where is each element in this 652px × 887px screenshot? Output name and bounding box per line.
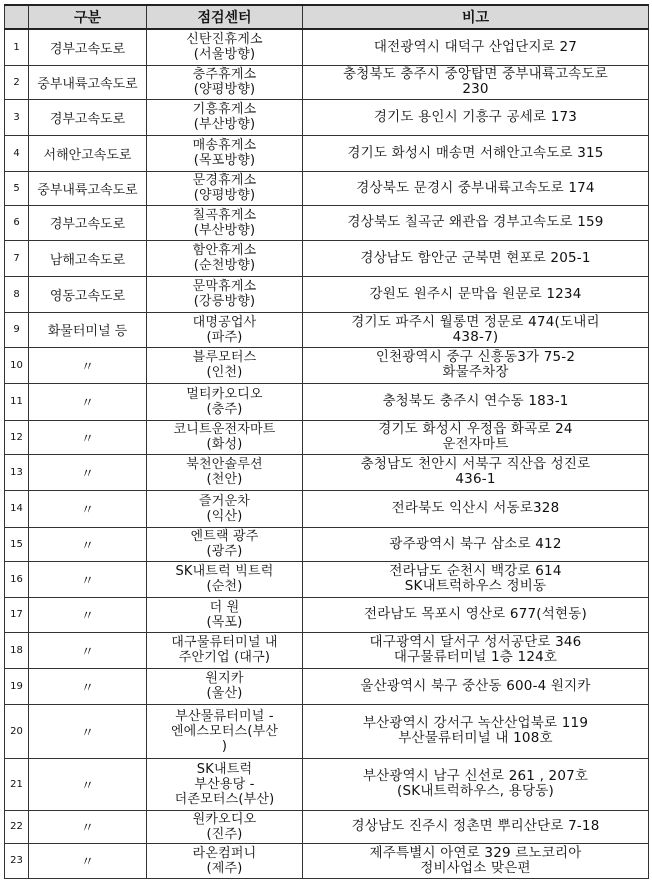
center-line: 함안휴게소 — [192, 243, 257, 258]
row-center — [147, 420, 303, 454]
row-note — [303, 29, 649, 65]
row-number: 17 — [5, 597, 29, 632]
center-line: (강릉방향) — [193, 294, 256, 309]
note-line: 경기도 화성시 우정읍 화곡로 24 — [378, 421, 573, 437]
table-row — [5, 490, 649, 527]
header-row — [5, 5, 649, 29]
note-line: 경기도 파주시 월롱면 정문로 474(도내리 — [351, 313, 600, 330]
row-center — [147, 240, 303, 276]
center-line: ) — [221, 738, 228, 754]
table-row — [5, 65, 649, 99]
center-line: 원카오디오 — [192, 811, 257, 827]
row-center — [147, 454, 303, 490]
center-line: (제주) — [206, 860, 243, 876]
note-line: 438-7) — [452, 328, 499, 345]
center-line: 문경휴게소 — [192, 173, 257, 188]
note-line: 강원도 원주시 문막읍 원문로 1234 — [369, 285, 582, 302]
table-row — [5, 240, 649, 276]
center-line: (목포) — [206, 614, 243, 630]
row-number: 16 — [5, 561, 29, 597]
header-type: 구분 — [29, 5, 147, 29]
note-line: 부산물류터미널 내 108호 — [398, 730, 553, 746]
row-note — [303, 454, 649, 490]
row-type: 〃 — [29, 347, 147, 383]
row-note — [303, 668, 649, 704]
note-line: 대구물류터미널 1층 124호 — [393, 649, 558, 665]
note-line: 230 — [462, 81, 489, 97]
row-center — [147, 383, 303, 420]
row-center — [147, 704, 303, 758]
row-number: 1 — [5, 29, 29, 65]
center-line: (익산) — [206, 508, 243, 524]
header-center: 점검센터 — [147, 5, 303, 29]
row-note — [303, 383, 649, 420]
table-row — [5, 205, 649, 240]
center-line: (인천) — [206, 365, 243, 380]
row-center — [147, 843, 303, 878]
center-line: 즐거운차 — [198, 493, 251, 509]
row-number: 7 — [5, 240, 29, 276]
center-line: (부산방향) — [193, 117, 256, 132]
row-type: 〃 — [29, 597, 147, 632]
table-row — [5, 29, 649, 65]
center-line: (서울방향) — [193, 47, 256, 63]
row-type: 경부고속도로 — [29, 99, 147, 135]
note-line: 경상북도 칠곡군 왜관읍 경부고속도로 159 — [347, 214, 604, 230]
note-line: 충청남도 천안시 서북구 직산읍 성진로 — [360, 456, 591, 472]
row-center — [147, 561, 303, 597]
row-number: 11 — [5, 383, 29, 420]
row-center — [147, 312, 303, 347]
center-line: (진주) — [206, 826, 243, 842]
row-note — [303, 597, 649, 632]
row-note — [303, 276, 649, 312]
center-line: 대구물류터미널 내 — [171, 635, 278, 650]
row-number: 22 — [5, 810, 29, 843]
table-row — [5, 758, 649, 810]
row-type: 화물터미널 등 — [29, 312, 147, 347]
row-type: 〃 — [29, 420, 147, 454]
center-line: 엔트랙 광주 — [190, 529, 259, 544]
note-line: 경기도 용인시 기흥구 공세로 173 — [373, 108, 578, 125]
row-center — [147, 597, 303, 632]
row-type: 영동고속도로 — [29, 276, 147, 312]
row-number: 13 — [5, 454, 29, 490]
row-number: 12 — [5, 420, 29, 454]
row-note — [303, 171, 649, 205]
row-number: 5 — [5, 171, 29, 205]
row-type: 〃 — [29, 843, 147, 878]
center-line: 대명공업사 — [192, 314, 257, 330]
row-type: 경부고속도로 — [29, 29, 147, 65]
row-type: 경부고속도로 — [29, 205, 147, 240]
row-center — [147, 135, 303, 171]
row-center — [147, 65, 303, 99]
row-type: 남해고속도로 — [29, 240, 147, 276]
note-line: 부산광역시 남구 신선로 261 , 207호 — [362, 768, 589, 784]
center-line: (순천방향) — [193, 258, 256, 273]
row-center — [147, 99, 303, 135]
row-note — [303, 758, 649, 810]
row-type: 중부내륙고속도로 — [29, 65, 147, 99]
center-line: 매송휴게소 — [192, 138, 257, 153]
table-row — [5, 810, 649, 843]
row-number: 19 — [5, 668, 29, 704]
row-number: 4 — [5, 135, 29, 171]
center-line: 더 원 — [209, 599, 240, 615]
note-line: 경상북도 문경시 중부내륙고속도로 174 — [356, 179, 595, 196]
table-row — [5, 561, 649, 597]
row-type: 〃 — [29, 561, 147, 597]
header-no — [5, 5, 29, 29]
row-note — [303, 240, 649, 276]
note-line: 전라남도 순천시 백강로 614 — [389, 563, 562, 579]
row-note — [303, 347, 649, 383]
table-row — [5, 347, 649, 383]
center-line: (양평방향) — [193, 82, 256, 97]
note-line: 경상남도 함안군 군북면 현포로 205-1 — [360, 249, 591, 266]
center-line: SK내트럭 빅트럭 — [175, 564, 274, 579]
note-line: (SK내트럭하우스, 용당동) — [397, 783, 554, 799]
note-line: 전라남도 목포시 영산로 677(석현동) — [364, 606, 587, 622]
row-note — [303, 99, 649, 135]
row-number: 6 — [5, 205, 29, 240]
table-body — [5, 29, 649, 878]
note-line: 운전자마트 — [442, 436, 509, 452]
table-header — [5, 5, 649, 29]
note-line: 인천광역시 중구 신흥동3가 75-2 — [375, 349, 576, 365]
note-line: 광주광역시 북구 삼소로 412 — [389, 535, 562, 552]
center-line: 문막휴게소 — [192, 279, 257, 294]
row-note — [303, 843, 649, 878]
row-type: 중부내륙고속도로 — [29, 171, 147, 205]
row-center — [147, 347, 303, 383]
row-number: 15 — [5, 527, 29, 561]
table-row — [5, 312, 649, 347]
row-number: 2 — [5, 65, 29, 99]
note-line: 화물주차장 — [442, 364, 509, 380]
center-line: 부산용당 - — [194, 776, 255, 792]
row-note — [303, 135, 649, 171]
center-line: (광주) — [206, 544, 243, 559]
center-line: (천안) — [206, 472, 243, 487]
center-line: 주안기업 (대구) — [178, 650, 271, 665]
note-line: SK내트럭하우스 정비동 — [404, 578, 547, 594]
center-line: 블루모터스 — [192, 350, 257, 365]
center-line: 더존모터스(부산) — [174, 791, 275, 807]
header-note: 비고 — [303, 5, 649, 29]
row-center — [147, 758, 303, 810]
row-number: 8 — [5, 276, 29, 312]
row-type: 〃 — [29, 704, 147, 758]
row-number: 10 — [5, 347, 29, 383]
note-line: 436-1 — [455, 471, 496, 487]
row-type: 〃 — [29, 632, 147, 668]
row-note — [303, 205, 649, 240]
row-center — [147, 276, 303, 312]
row-number: 14 — [5, 490, 29, 527]
center-line: (화성) — [206, 437, 243, 452]
center-line: (충주) — [206, 401, 243, 417]
row-center — [147, 632, 303, 668]
table-row — [5, 704, 649, 758]
row-type: 〃 — [29, 668, 147, 704]
center-line: (양평방향) — [193, 188, 256, 203]
row-center — [147, 205, 303, 240]
row-type: 〃 — [29, 758, 147, 810]
row-center — [147, 29, 303, 65]
table-row — [5, 632, 649, 668]
center-line: SK내트럭 — [196, 761, 253, 777]
note-line: 전라북도 익산시 서동로328 — [391, 500, 560, 516]
row-note — [303, 312, 649, 347]
center-line: 북천안솔루션 — [186, 457, 263, 472]
row-type: 서해안고속도로 — [29, 135, 147, 171]
row-center — [147, 490, 303, 527]
table-row — [5, 420, 649, 454]
row-type: 〃 — [29, 527, 147, 561]
center-line: (파주) — [206, 329, 243, 345]
note-line: 경기도 화성시 매송면 서해안고속도로 315 — [347, 144, 604, 161]
row-note — [303, 632, 649, 668]
center-line: (순천) — [206, 579, 243, 594]
center-line: 충주휴게소 — [192, 67, 257, 82]
center-line: 엔에스모터스(부산 — [170, 723, 279, 739]
row-type: 〃 — [29, 454, 147, 490]
note-line: 제주특별시 아연로 329 르노코리아 — [369, 844, 582, 861]
center-line: 원지카 — [205, 671, 244, 686]
table-row — [5, 135, 649, 171]
row-type: 〃 — [29, 383, 147, 420]
row-note — [303, 704, 649, 758]
note-line: 대구광역시 달서구 성서공단로 346 — [369, 634, 582, 650]
row-note — [303, 490, 649, 527]
table-row — [5, 99, 649, 135]
center-line: 코니트운전자마트 — [173, 422, 276, 437]
center-line: 칠곡휴게소 — [192, 207, 257, 223]
row-number: 21 — [5, 758, 29, 810]
table-row — [5, 454, 649, 490]
table-row — [5, 668, 649, 704]
row-number: 20 — [5, 704, 29, 758]
row-type: 〃 — [29, 810, 147, 843]
table-row — [5, 383, 649, 420]
center-line: 멀티카오디오 — [186, 386, 263, 402]
table-row — [5, 843, 649, 878]
row-number: 9 — [5, 312, 29, 347]
row-center — [147, 171, 303, 205]
table-row — [5, 597, 649, 632]
row-center — [147, 810, 303, 843]
note-line: 경상남도 진주시 정촌면 뿌리산단로 7-18 — [351, 818, 600, 834]
center-line: 부산물류터미널 - — [175, 708, 274, 724]
row-note — [303, 810, 649, 843]
note-line: 충청북도 충주시 중앙탑면 중부내륙고속도로 — [342, 66, 609, 82]
row-note — [303, 527, 649, 561]
row-center — [147, 527, 303, 561]
center-line: (울산) — [206, 686, 243, 701]
center-line: (목포방향) — [193, 153, 256, 168]
note-line: 대전광역시 대덕구 산업단지로 27 — [373, 38, 578, 55]
center-line: 신탄진휴게소 — [186, 32, 263, 48]
row-type: 〃 — [29, 490, 147, 527]
note-line: 부산광역시 강서구 녹산산업북로 119 — [362, 715, 589, 731]
center-line: (부산방향) — [193, 222, 256, 238]
inspection-center-table — [4, 4, 649, 879]
row-note — [303, 561, 649, 597]
row-number: 3 — [5, 99, 29, 135]
note-line: 울산광역시 북구 중산동 600-4 원지카 — [360, 677, 591, 694]
table-row — [5, 276, 649, 312]
row-center — [147, 668, 303, 704]
row-note — [303, 65, 649, 99]
row-number: 18 — [5, 632, 29, 668]
note-line: 정비사업소 맞은편 — [420, 859, 531, 876]
note-line: 충청북도 충주시 연수동 183-1 — [382, 393, 569, 409]
row-note — [303, 420, 649, 454]
table-row — [5, 171, 649, 205]
center-line: 라온컴퍼니 — [192, 845, 257, 861]
center-line: 기흥휴게소 — [192, 102, 257, 117]
row-number: 23 — [5, 843, 29, 878]
table-row — [5, 527, 649, 561]
